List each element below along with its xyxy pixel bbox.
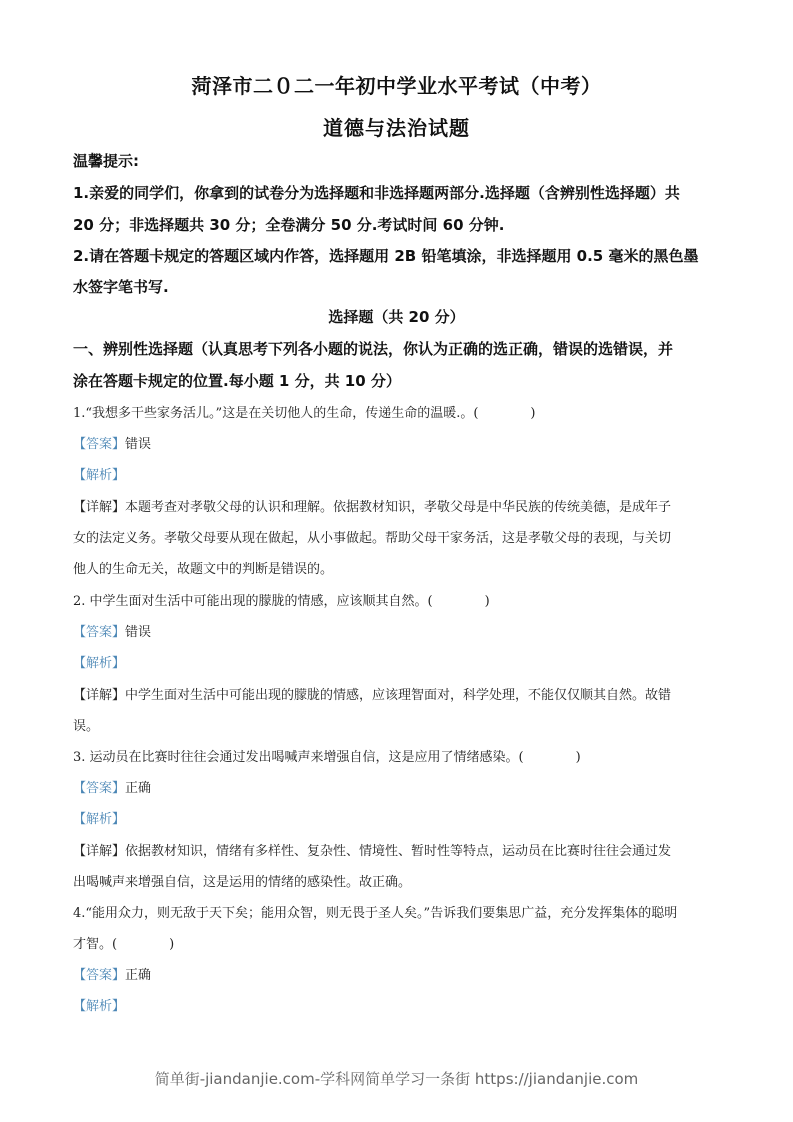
analysis-label-3 [73,808,723,827]
answer-label: 【答案】 [73,968,126,983]
notice-line-2: 20 分；非选择题共 30 分；全卷满分 50 分.考试时间 60 分钟. [73,216,505,234]
analysis-label-2 [73,652,723,671]
answer-value: 错误 [125,625,152,640]
watermark-footer: 简单街-jiandanjie.com-学科网简单学习一条街 https://jiandanjie.com [154,1070,639,1088]
detail-1-line-3: 他人的生命无关，故题文中的判断是错误的。 [73,562,334,577]
answer-value: 错误 [125,437,152,452]
detail-3-line-1: 【详解】依据教材知识，情绪有多样性、复杂性、情境性、暂时性等特点，运动员在比赛时往往会通过发 [73,844,672,859]
notice-line-4: 水签字笔书写. [73,278,169,296]
detail-2-line-2: 误。 [73,719,100,734]
question-2: 2. 中学生面对生活中可能出现的朦胧的情感，应该顺其自然。( ) [73,594,490,609]
notice-line-3: 2.请在答题卡规定的答题区域内作答，选择题用 2B 铅笔填涂，非选择题用 0.5 毫米的黑色墨 [73,247,699,265]
answer-2 [73,621,723,640]
analysis-label: 【解析】 [73,812,126,827]
detail-3-line-2: 出喝喊声来增强自信，这是运用的情绪的感染性。故正确。 [73,875,412,890]
question-4-line-2: 才智。( ) [73,937,175,952]
detail-label: 【详解】 [73,688,126,703]
detail-label: 【详解】 [73,844,126,859]
answer-label: 【答案】 [73,437,126,452]
analysis-label-4 [73,995,723,1014]
detail-label: 【详解】 [73,500,126,515]
section-title: 选择题（共 20 分） [328,308,465,326]
detail-2-line-1: 【详解】中学生面对生活中可能出现的朦胧的情感，应该理智面对，科学处理，不能仅仅顺其自然。故错 [73,688,672,703]
question-1: 1.“我想多干些家务活儿。”这是在关切他人的生命，传递生命的温暖.。( ) [73,406,536,421]
detail-1-line-1: 【详解】本题考查对孝敬父母的认识和理解。依据教材知识，孝敬父母是中华民族的传统美德，是成年子 [73,500,672,515]
answer-label: 【答案】 [73,625,126,640]
question-3: 3. 运动员在比赛时往往会通过发出喝喊声来增强自信，这是应用了情绪感染。( ) [73,750,581,765]
answer-label: 【答案】 [73,781,126,796]
notice-heading: 温馨提示: [73,152,139,170]
answer-4 [73,964,723,983]
exam-title: 菏泽市二０二一年初中学业水平考试（中考） [191,74,602,98]
answer-1 [73,433,723,452]
exam-subtitle: 道德与法治试题 [323,116,470,140]
answer-value: 正确 [125,968,152,983]
part-instruction-2: 涂在答题卡规定的位置.每小题 1 分，共 10 分） [73,372,401,390]
notice-line-1: 1.亲爱的同学们，你拿到的试卷分为选择题和非选择题两部分.选择题（含辨别性选择题）共 [73,184,680,202]
analysis-label: 【解析】 [73,999,126,1014]
part-instruction-1: 一、辨别性选择题（认真思考下列各小题的说法，你认为正确的选正确，错误的选错误，并 [73,340,674,358]
answer-value: 正确 [125,781,152,796]
question-4-line-1: 4.“能用众力，则无敌于天下矣；能用众智，则无畏于圣人矣。”告诉我们要集思广益，充分发挥集体的聪明 [73,906,678,921]
answer-3 [73,777,723,796]
analysis-label: 【解析】 [73,656,126,671]
analysis-label: 【解析】 [73,468,126,483]
analysis-label-1 [73,464,723,483]
detail-1-line-2: 女的法定义务。孝敬父母要从现在做起，从小事做起。帮助父母干家务活，这是孝敬父母的表现，与关切 [73,531,672,546]
